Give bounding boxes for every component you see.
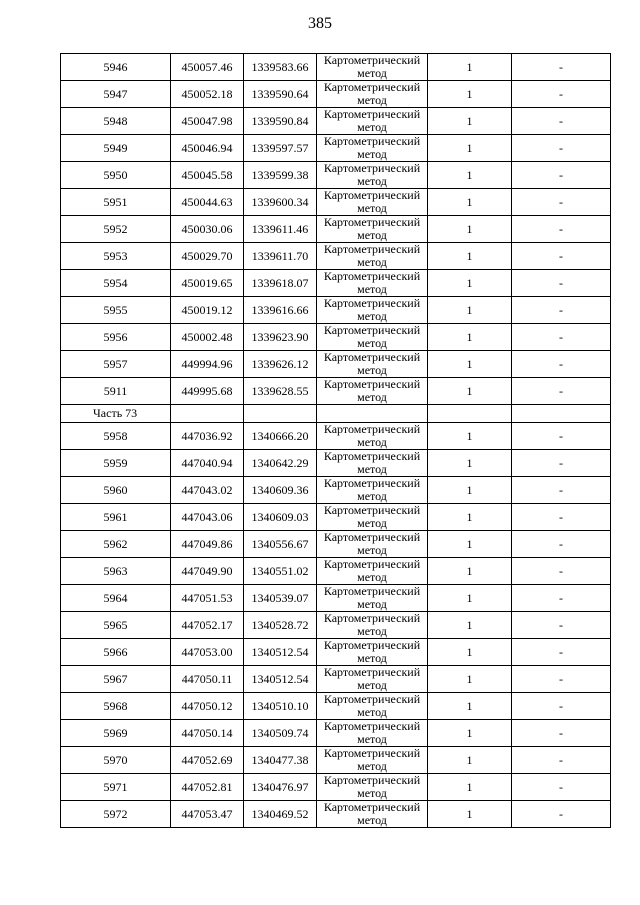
empty-cell (317, 405, 428, 423)
accuracy-cell: 1 (428, 189, 512, 216)
y-coordinate-cell: 1339628.55 (244, 378, 317, 405)
accuracy-cell: 1 (428, 693, 512, 720)
method-line-1: Картометрический (323, 296, 421, 310)
accuracy-cell: 1 (428, 585, 512, 612)
method-line-1: Картометрический (323, 323, 421, 337)
method-line-2: метод (357, 678, 387, 692)
method-line-1: Картометрический (323, 215, 421, 229)
x-coordinate-cell: 450045.58 (171, 162, 244, 189)
x-coordinate-cell: 447052.17 (171, 612, 244, 639)
description-cell: - (512, 81, 611, 108)
method-cell (317, 351, 428, 378)
y-coordinate-cell: 1340469.52 (244, 801, 317, 828)
x-coordinate-cell: 447040.94 (171, 450, 244, 477)
description-cell: - (512, 450, 611, 477)
method-line-1: Картометрический (323, 800, 421, 814)
description-cell: - (512, 378, 611, 405)
accuracy-cell: 1 (428, 378, 512, 405)
description-cell: - (512, 585, 611, 612)
point-number-cell: 5947 (61, 81, 171, 108)
table-row (61, 378, 611, 405)
point-number-cell: 5959 (61, 450, 171, 477)
method-line-1: Картометрический (323, 530, 421, 544)
description-cell: - (512, 189, 611, 216)
method-line-1: Картометрический (323, 134, 421, 148)
accuracy-cell: 1 (428, 720, 512, 747)
x-coordinate-cell: 447052.81 (171, 774, 244, 801)
point-number-cell: 5956 (61, 324, 171, 351)
description-cell: - (512, 243, 611, 270)
method-line-2: метод (357, 516, 387, 530)
description-cell: - (512, 297, 611, 324)
method-line-2: метод (357, 705, 387, 719)
y-coordinate-cell: 1340609.03 (244, 504, 317, 531)
method-line-1: Картометрический (323, 503, 421, 517)
method-cell (317, 666, 428, 693)
description-cell: - (512, 666, 611, 693)
method-cell (317, 378, 428, 405)
table-row (61, 450, 611, 477)
point-number-cell: 5961 (61, 504, 171, 531)
method-line-2: метод (357, 624, 387, 638)
description-cell: - (512, 504, 611, 531)
x-coordinate-cell: 447049.86 (171, 531, 244, 558)
description-cell: - (512, 108, 611, 135)
x-coordinate-cell: 450019.12 (171, 297, 244, 324)
x-coordinate-cell: 447050.12 (171, 693, 244, 720)
method-line-2: метод (357, 282, 387, 296)
y-coordinate-cell: 1339600.34 (244, 189, 317, 216)
table-row (61, 216, 611, 243)
y-coordinate-cell: 1339599.38 (244, 162, 317, 189)
method-line-1: Картометрический (323, 584, 421, 598)
method-line-1: Картометрический (323, 107, 421, 121)
method-cell (317, 108, 428, 135)
table-row (61, 558, 611, 585)
method-line-2: метод (357, 390, 387, 404)
y-coordinate-cell: 1340642.29 (244, 450, 317, 477)
y-coordinate-cell: 1340551.02 (244, 558, 317, 585)
point-number-cell: 5949 (61, 135, 171, 162)
accuracy-cell: 1 (428, 162, 512, 189)
method-line-1: Картометрический (323, 476, 421, 490)
accuracy-cell: 1 (428, 216, 512, 243)
point-number-cell: 5960 (61, 477, 171, 504)
method-cell (317, 477, 428, 504)
accuracy-cell: 1 (428, 774, 512, 801)
method-line-2: метод (357, 120, 387, 134)
table-row (61, 801, 611, 828)
method-line-1: Картометрический (323, 377, 421, 391)
point-number-cell: 5962 (61, 531, 171, 558)
method-line-2: метод (357, 543, 387, 557)
method-line-1: Картометрический (323, 269, 421, 283)
description-cell: - (512, 351, 611, 378)
method-line-2: метод (357, 66, 387, 80)
method-cell (317, 612, 428, 639)
table-row (61, 243, 611, 270)
method-line-1: Картометрический (323, 188, 421, 202)
table-row (61, 270, 611, 297)
x-coordinate-cell: 450057.46 (171, 54, 244, 81)
y-coordinate-cell: 1339611.70 (244, 243, 317, 270)
method-line-1: Картометрический (323, 665, 421, 679)
description-cell: - (512, 693, 611, 720)
x-coordinate-cell: 447036.92 (171, 423, 244, 450)
method-cell (317, 297, 428, 324)
point-number-cell: 5955 (61, 297, 171, 324)
description-cell: - (512, 135, 611, 162)
method-cell (317, 450, 428, 477)
method-line-1: Картометрический (323, 422, 421, 436)
method-line-1: Картометрический (323, 80, 421, 94)
table-row (61, 54, 611, 81)
x-coordinate-cell: 447043.02 (171, 477, 244, 504)
method-line-2: метод (357, 309, 387, 323)
method-line-1: Картометрический (323, 773, 421, 787)
method-cell (317, 693, 428, 720)
point-number-cell: 5958 (61, 423, 171, 450)
x-coordinate-cell: 447050.14 (171, 720, 244, 747)
method-cell (317, 774, 428, 801)
point-number-cell: 5950 (61, 162, 171, 189)
x-coordinate-cell: 450030.06 (171, 216, 244, 243)
method-cell (317, 324, 428, 351)
method-line-2: метод (357, 336, 387, 350)
x-coordinate-cell: 450029.70 (171, 243, 244, 270)
description-cell: - (512, 558, 611, 585)
method-cell (317, 639, 428, 666)
table-row (61, 585, 611, 612)
x-coordinate-cell: 447053.00 (171, 639, 244, 666)
point-number-cell: 5971 (61, 774, 171, 801)
empty-cell (171, 405, 244, 423)
accuracy-cell: 1 (428, 666, 512, 693)
x-coordinate-cell: 450052.18 (171, 81, 244, 108)
x-coordinate-cell: 450047.98 (171, 108, 244, 135)
description-cell: - (512, 162, 611, 189)
x-coordinate-cell: 447049.90 (171, 558, 244, 585)
y-coordinate-cell: 1340609.36 (244, 477, 317, 504)
method-line-2: метод (357, 651, 387, 665)
method-line-2: метод (357, 228, 387, 242)
y-coordinate-cell: 1339583.66 (244, 54, 317, 81)
accuracy-cell: 1 (428, 243, 512, 270)
table-row (61, 297, 611, 324)
accuracy-cell: 1 (428, 558, 512, 585)
point-number-cell: 5957 (61, 351, 171, 378)
point-number-cell: 5948 (61, 108, 171, 135)
point-number-cell: 5963 (61, 558, 171, 585)
table-row (61, 135, 611, 162)
point-number-cell: 5953 (61, 243, 171, 270)
x-coordinate-cell: 447043.06 (171, 504, 244, 531)
accuracy-cell: 1 (428, 531, 512, 558)
method-line-1: Картометрический (323, 350, 421, 364)
section-label: Часть 73 (61, 405, 171, 423)
accuracy-cell: 1 (428, 324, 512, 351)
point-number-cell: 5965 (61, 612, 171, 639)
description-cell: - (512, 774, 611, 801)
method-line-2: метод (357, 570, 387, 584)
method-line-2: метод (357, 813, 387, 827)
point-number-cell: 5972 (61, 801, 171, 828)
method-line-1: Картометрический (323, 161, 421, 175)
accuracy-cell: 1 (428, 612, 512, 639)
method-line-2: метод (357, 363, 387, 377)
y-coordinate-cell: 1339616.66 (244, 297, 317, 324)
method-line-2: метод (357, 759, 387, 773)
method-line-1: Картометрический (323, 692, 421, 706)
x-coordinate-cell: 449995.68 (171, 378, 244, 405)
table-row (61, 162, 611, 189)
description-cell: - (512, 477, 611, 504)
method-line-1: Картометрический (323, 611, 421, 625)
point-number-cell: 5954 (61, 270, 171, 297)
description-cell: - (512, 720, 611, 747)
table-body (61, 54, 611, 828)
table-row (61, 693, 611, 720)
empty-cell (244, 405, 317, 423)
y-coordinate-cell: 1340509.74 (244, 720, 317, 747)
method-line-2: метод (357, 147, 387, 161)
method-line-1: Картометрический (323, 242, 421, 256)
description-cell: - (512, 324, 611, 351)
method-cell (317, 270, 428, 297)
x-coordinate-cell: 450044.63 (171, 189, 244, 216)
method-line-2: метод (357, 462, 387, 476)
description-cell: - (512, 423, 611, 450)
description-cell: - (512, 270, 611, 297)
accuracy-cell: 1 (428, 81, 512, 108)
y-coordinate-cell: 1339590.84 (244, 108, 317, 135)
method-line-2: метод (357, 597, 387, 611)
method-line-2: метод (357, 786, 387, 800)
empty-cell (512, 405, 611, 423)
method-line-1: Картометрический (323, 719, 421, 733)
page-number: 385 (308, 15, 332, 32)
accuracy-cell: 1 (428, 477, 512, 504)
table-row (61, 531, 611, 558)
method-line-1: Картометрический (323, 449, 421, 463)
table-row (61, 324, 611, 351)
method-cell (317, 54, 428, 81)
y-coordinate-cell: 1340512.54 (244, 666, 317, 693)
method-line-1: Картометрический (323, 746, 421, 760)
point-number-cell: 5970 (61, 747, 171, 774)
accuracy-cell: 1 (428, 108, 512, 135)
method-cell (317, 558, 428, 585)
y-coordinate-cell: 1339611.46 (244, 216, 317, 243)
table-row (61, 108, 611, 135)
coordinates-table (60, 53, 611, 828)
accuracy-cell: 1 (428, 639, 512, 666)
description-cell: - (512, 531, 611, 558)
y-coordinate-cell: 1340666.20 (244, 423, 317, 450)
y-coordinate-cell: 1339590.64 (244, 81, 317, 108)
method-line-2: метод (357, 732, 387, 746)
point-number-cell: 5952 (61, 216, 171, 243)
table-row (61, 351, 611, 378)
description-cell: - (512, 216, 611, 243)
point-number-cell: 5966 (61, 639, 171, 666)
method-cell (317, 162, 428, 189)
method-cell (317, 81, 428, 108)
y-coordinate-cell: 1339626.12 (244, 351, 317, 378)
method-cell (317, 423, 428, 450)
description-cell: - (512, 612, 611, 639)
x-coordinate-cell: 447053.47 (171, 801, 244, 828)
description-cell: - (512, 801, 611, 828)
section-header-row (61, 405, 611, 423)
method-cell (317, 504, 428, 531)
table-row (61, 720, 611, 747)
method-line-2: метод (357, 174, 387, 188)
point-number-cell: 5911 (61, 378, 171, 405)
method-line-1: Картометрический (323, 557, 421, 571)
method-cell (317, 243, 428, 270)
accuracy-cell: 1 (428, 297, 512, 324)
x-coordinate-cell: 447050.11 (171, 666, 244, 693)
y-coordinate-cell: 1340539.07 (244, 585, 317, 612)
table-row (61, 774, 611, 801)
method-line-2: метод (357, 93, 387, 107)
table-row (61, 612, 611, 639)
accuracy-cell: 1 (428, 135, 512, 162)
accuracy-cell: 1 (428, 351, 512, 378)
method-line-1: Картометрический (323, 638, 421, 652)
point-number-cell: 5969 (61, 720, 171, 747)
y-coordinate-cell: 1340477.38 (244, 747, 317, 774)
accuracy-cell: 1 (428, 504, 512, 531)
x-coordinate-cell: 447052.69 (171, 747, 244, 774)
y-coordinate-cell: 1340510.10 (244, 693, 317, 720)
accuracy-cell: 1 (428, 54, 512, 81)
accuracy-cell: 1 (428, 801, 512, 828)
point-number-cell: 5946 (61, 54, 171, 81)
point-number-cell: 5964 (61, 585, 171, 612)
point-number-cell: 5951 (61, 189, 171, 216)
method-cell (317, 135, 428, 162)
method-cell (317, 585, 428, 612)
x-coordinate-cell: 447051.53 (171, 585, 244, 612)
description-cell: - (512, 639, 611, 666)
method-cell (317, 531, 428, 558)
method-cell (317, 747, 428, 774)
table-row (61, 747, 611, 774)
table-row (61, 639, 611, 666)
y-coordinate-cell: 1340476.97 (244, 774, 317, 801)
x-coordinate-cell: 449994.96 (171, 351, 244, 378)
x-coordinate-cell: 450002.48 (171, 324, 244, 351)
table-row (61, 504, 611, 531)
method-line-2: метод (357, 201, 387, 215)
table-row (61, 81, 611, 108)
y-coordinate-cell: 1339597.57 (244, 135, 317, 162)
accuracy-cell: 1 (428, 270, 512, 297)
x-coordinate-cell: 450019.65 (171, 270, 244, 297)
y-coordinate-cell: 1339623.90 (244, 324, 317, 351)
method-line-2: метод (357, 435, 387, 449)
method-cell (317, 216, 428, 243)
accuracy-cell: 1 (428, 423, 512, 450)
method-line-2: метод (357, 489, 387, 503)
table-row (61, 477, 611, 504)
y-coordinate-cell: 1340512.54 (244, 639, 317, 666)
description-cell: - (512, 747, 611, 774)
method-cell (317, 189, 428, 216)
point-number-cell: 5968 (61, 693, 171, 720)
y-coordinate-cell: 1339618.07 (244, 270, 317, 297)
method-line-2: метод (357, 255, 387, 269)
method-line-1: Картометрический (323, 53, 421, 67)
accuracy-cell: 1 (428, 450, 512, 477)
y-coordinate-cell: 1340556.67 (244, 531, 317, 558)
x-coordinate-cell: 450046.94 (171, 135, 244, 162)
point-number-cell: 5967 (61, 666, 171, 693)
table-row (61, 423, 611, 450)
empty-cell (428, 405, 512, 423)
method-cell (317, 720, 428, 747)
y-coordinate-cell: 1340528.72 (244, 612, 317, 639)
table-row (61, 666, 611, 693)
table-row (61, 189, 611, 216)
description-cell: - (512, 54, 611, 81)
accuracy-cell: 1 (428, 747, 512, 774)
method-cell (317, 801, 428, 828)
